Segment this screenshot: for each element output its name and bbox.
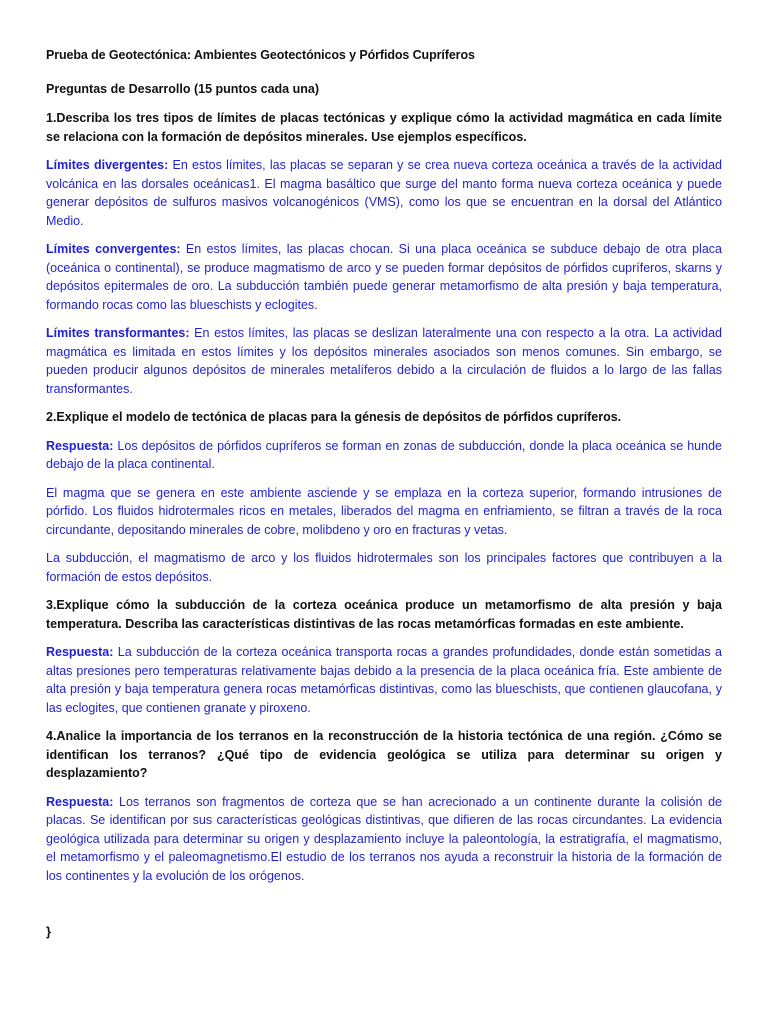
question-2: 2.Explique el modelo de tectónica de placas para la génesis de depósitos de pórfidos cupríferos. (46, 410, 622, 424)
answer-convergent (46, 240, 722, 314)
document-title: Prueba de Geotectónica: Ambientes Geotectónicos y Pórfidos Cupríferos (46, 48, 475, 62)
answer-2-paragraph-2: El magma que se genera en este ambiente asciende y se emplaza en la corteza superior, formando intrusiones de pórfido. Los fluidos hidrotermales ricos en metales, liberados del magma en enfriamiento, se filtran a través de la roca circundante, depositando minerales de cobre, molibdeno y oro en fracturas y vetas. (46, 485, 722, 537)
answer-4-text: Los terranos son fragmentos de corteza que se han acrecionado a un continente durante la colisión de placas. Se identifican por sus características geológicas distintivas, que difieren de las rocas circundantes. La evidencia geológica utilizada para determinar su origen y desplazamiento incluye la paleontología, la estratigrafía, el magmatismo, el metamorfismo y el paleomagnetismo.El estudio de los terranos nos ayuda a reconstruir la historia de la formación de los continentes y la evolución de los orógenos. (46, 794, 722, 883)
answer-2-paragraph-3: La subducción, el magmatismo de arco y los fluidos hidrotermales son los principales factores que contribuyen a la formación de estos depósitos. (46, 551, 722, 584)
answer-4 (46, 793, 722, 886)
closing-brace: } (46, 924, 52, 939)
divergent-text: En estos límites, las placas se separan y se crea nueva corteza oceánica a través de la actividad volcánica en las dorsales oceánicas1. El magma basáltico que surge del manto forma nueva corteza oceánica y puede generar depósitos de sulfuros masivos volcanogénicos (VMS), como los que se encuentran en la dorsal del Atlántico Medio. (46, 158, 722, 228)
answer-3-text: La subducción de la corteza oceánica transporta rocas a grandes profundidades, donde están sometidas a altas presiones pero temperaturas relativamente bajas debido a la presencia de la placa oceánica fría. Este ambiente de alta presión y baja temperatura genera rocas metamórficas distintivas, como las blueschists, que contienen glaucofana, y las eclogites, que contienen granate y piroxeno. (46, 645, 722, 715)
answer-2-lead: Respuesta: (46, 438, 114, 453)
convergent-text: En estos límites, las placas chocan. Si una placa oceánica se subduce debajo de otra placa (oceánica o continental), se produce magmatismo de arco y se pueden formar depósitos de pórfidos cupríferos, skarns y depósitos epitermales de oro. La subducción también puede generar metamorfismo de alta presión y baja temperatura, formando rocas como las blueschists y eclogites. (46, 242, 722, 312)
answer-2-text: Los depósitos de pórfidos cupríferos se forman en zonas de subducción, donde la placa oceánica se hunde debajo de la placa continental. (46, 438, 722, 471)
transform-text: En estos límites, las placas se deslizan lateralmente una con respecto a la otra. La actividad magmática es limitada en estos límites y los depósitos minerales asociados son menos comunes. Sin embargo, se pueden producir algunos depósitos de minerales metalíferos debido a la circulación de fluidos a lo largo de las fallas transformantes. (46, 326, 722, 396)
transform-lead: Límites transformantes: (46, 326, 190, 340)
answer-2 (46, 437, 722, 474)
answer-4-lead: Respuesta: (46, 794, 114, 809)
question-3: 3.Explique cómo la subducción de la corteza oceánica produce un metamorfismo de alta presión y baja temperatura. Describa las características distintivas de las rocas metamórficas formadas en este ambiente. (46, 598, 722, 631)
answer-3-lead: Respuesta: (46, 645, 114, 659)
answer-transform (46, 324, 722, 398)
section-title: Preguntas de Desarrollo (15 puntos cada una) (46, 82, 319, 96)
answer-3 (46, 643, 722, 717)
answer-divergent (46, 156, 722, 230)
question-1: 1.Describa los tres tipos de límites de placas tectónicas y explique cómo la actividad magmática en cada límite se relaciona con la formación de depósitos minerales. Use ejemplos específicos. (46, 111, 722, 144)
divergent-lead: Límites divergentes: (46, 158, 169, 172)
question-4: 4.Analice la importancia de los terranos en la reconstrucción de la historia tectónica de una región. ¿Cómo se identifican los terranos? ¿Qué tipo de evidencia geológica se utiliza para determinar su origen y desplazamiento? (46, 729, 722, 780)
convergent-lead: Límites convergentes: (46, 242, 181, 256)
